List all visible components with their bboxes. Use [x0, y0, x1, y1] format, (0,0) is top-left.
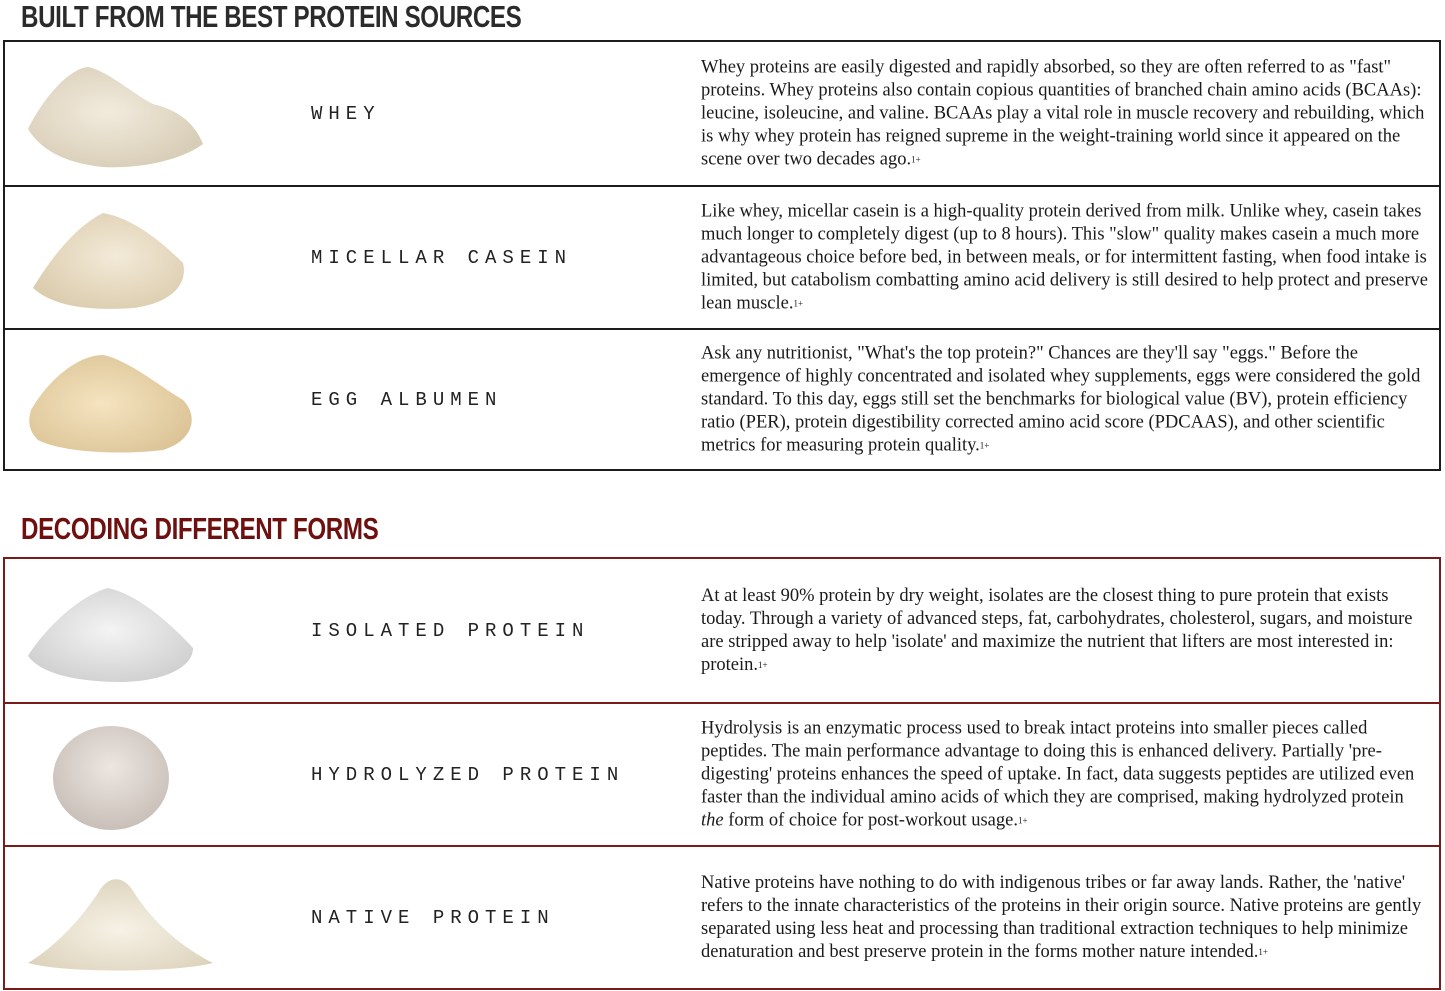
footnote-marker: 1+: [1258, 946, 1268, 957]
hydrolyzed-protein-powder-icon: [23, 720, 213, 830]
protein-name: NATIVE PROTEIN: [311, 906, 555, 929]
protein-forms-table: [3, 557, 1441, 990]
protein-name: ISOLATED PROTEIN: [311, 619, 590, 642]
table-row-isolated-protein: [5, 559, 1439, 702]
isolated-protein-powder-icon: [23, 576, 213, 686]
footnote-marker: 1+: [1017, 815, 1028, 825]
footnote-marker: 1+: [758, 659, 768, 670]
protein-description: Whey proteins are easily digested and rapidly absorbed, so they are often referred to as "fast" proteins. Whey proteins also contain copious quantities of branched chain amino acids (BCAAs): leucine, isoleucine, and valine. BCAAs play a vital role in muscle recovery and rebuilding, which is why whey protein has reigned supreme in the weight-training world since it appeared on the scene over two decades ago.$^{1+}$: [701, 57, 1425, 169]
micellar-casein-powder-icon: [23, 203, 213, 313]
native-protein-powder-icon: [23, 863, 213, 973]
table-row-whey: [5, 42, 1439, 185]
table-row-micellar-casein: [5, 185, 1439, 328]
protein-description: Native proteins have nothing to do with indigenous tribes or far away lands. Rather, the 'native' refers to the innate characteristics of the proteins in their origin source. Native proteins are gently separated using less heat and processing than traditional extraction techniques to help minimize denaturation and best preserve protein in the forms mother nature intended.$^{1+}$: [701, 872, 1422, 962]
protein-description: Hydrolysis is an enzymatic process used to break intact proteins into smaller pieces called peptides. The main performance advantage to doing this is enhanced delivery. Partially 'pre-digesting' proteins enhances the speed of uptake. In fact, data suggests peptides are utilized even faster than the individual amino acids of which they are comprised, making hydrolyzed protein the form of choice for post-workout usage.$^{1+}$: [701, 718, 1415, 830]
protein-sources-table: [3, 40, 1441, 471]
footnote-marker: 1+: [979, 440, 990, 450]
protein-name: MICELLAR CASEIN: [311, 246, 573, 269]
protein-name: WHEY: [311, 102, 381, 125]
section-title-protein-sources: BUILT FROM THE BEST PROTEIN SOURCES: [21, 0, 522, 34]
footnote-marker: 1+: [911, 154, 921, 164]
table-row-hydrolyzed-protein: [5, 702, 1439, 845]
protein-description: Ask any nutritionist, "What's the top protein?" Chances are they'll say "eggs." Before the emergence of highly concentrated and isolated whey supplements, eggs were considered the gold standard. To this day, eggs still set the benchmarks for biological value (BV), protein efficiency ratio (PER), protein digestibility corrected amino acid score (PDCAAS), and other scientific metrics for measuring protein quality.$^{1+}$: [701, 343, 1421, 455]
table-row-egg-albumen: [5, 328, 1439, 469]
protein-name: HYDROLYZED PROTEIN: [311, 763, 625, 786]
egg-albumen-powder-icon: [23, 345, 213, 455]
table-row-native-protein: [5, 845, 1439, 988]
footnote-marker: 1+: [793, 298, 804, 308]
whey-powder-icon: [23, 59, 213, 169]
section-title-different-forms: DECODING DIFFERENT FORMS: [21, 511, 379, 546]
protein-name: EGG ALBUMEN: [311, 388, 503, 411]
protein-description: At at least 90% protein by dry weight, isolates are the closest thing to pure protein that exists today. Through a variety of advanced steps, fat, carbohydrates, cholesterol, sugars, and moisture are stripped away to help 'isolate' and maximize the nutrient that lifters are most interested in: protein.$^{1+}$: [701, 585, 1413, 675]
protein-description: Like whey, micellar casein is a high-quality protein derived from milk. Unlike whey, casein takes much longer to completely digest (up to 8 hours). This "slow" quality makes casein a much more advantageous choice before bed, in between meals, or for intermittent fasting, when food intake is limited, but catabolism combatting amino acid delivery is still desired to help protect and preserve lean muscle.$^{1+}$: [701, 201, 1428, 313]
